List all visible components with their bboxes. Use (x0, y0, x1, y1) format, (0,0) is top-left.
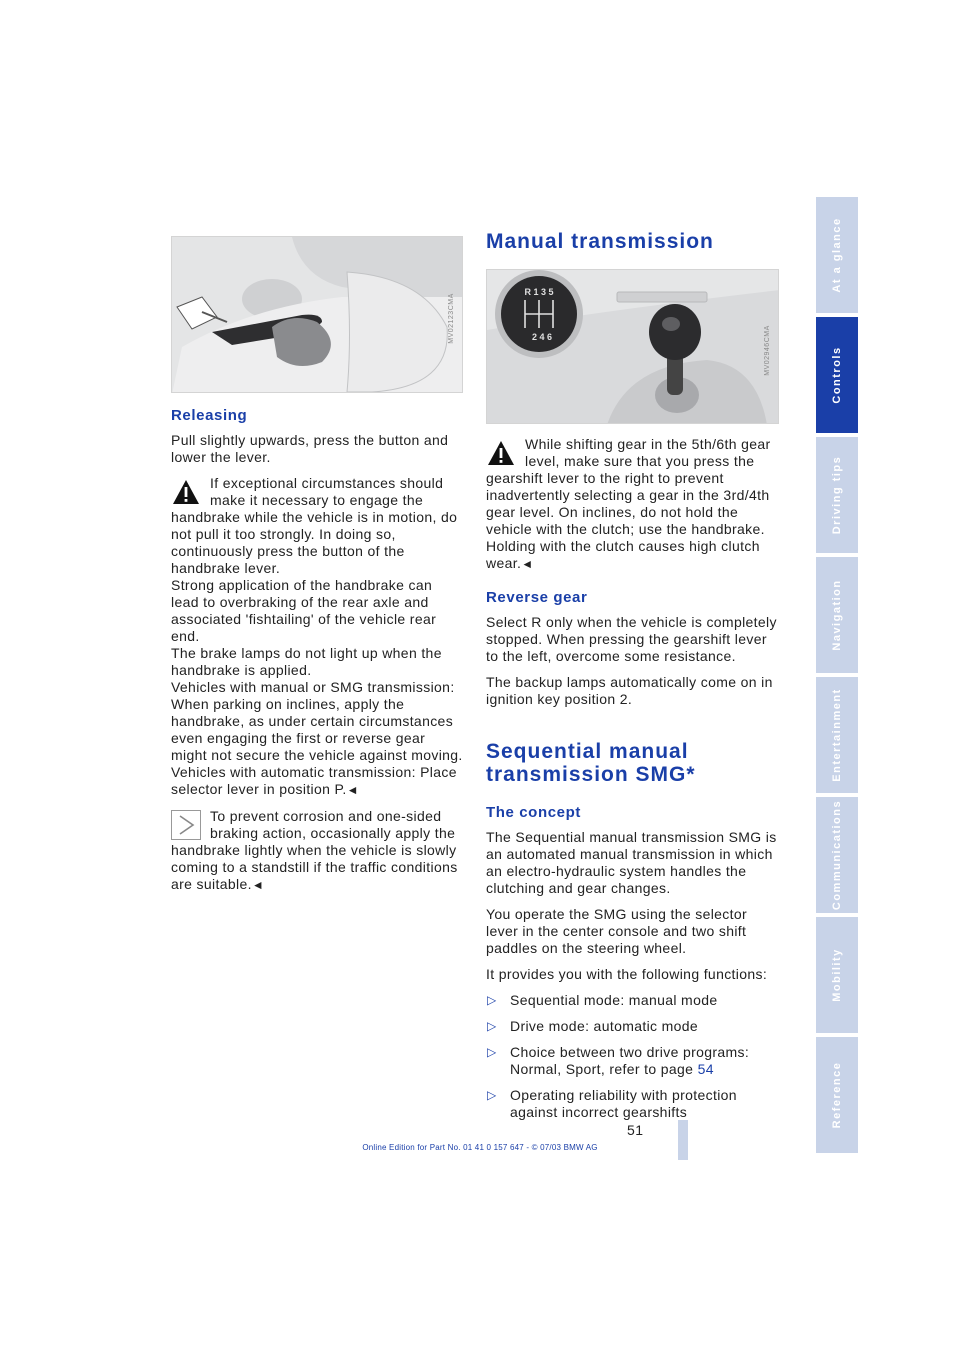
page-reference-link[interactable]: 54 (697, 1061, 714, 1077)
tab-communications[interactable]: Communications (816, 797, 858, 915)
functions-list (486, 992, 779, 1121)
bullet-arrow-icon: ▷ (487, 993, 497, 1007)
manual-transmission-title: Manual transmission (486, 230, 714, 253)
bullet-arrow-icon: ▷ (487, 1045, 497, 1059)
section-tabs (816, 197, 858, 1160)
right-column (486, 230, 779, 1130)
note-text: To prevent corrosion and one-sided braking action, occasionally apply the handbrake lightly when the vehicle is slowly coming to a standstill if the traffic conditions are suitable.◄ (171, 808, 458, 892)
warning-notice (171, 475, 463, 577)
shift-pattern-top: R 1 3 5 (524, 287, 554, 297)
warning-triangle-icon (486, 438, 516, 468)
end-mark: ◄ (346, 783, 359, 797)
tab-at-a-glance[interactable]: At a glance (816, 197, 858, 315)
left-column (171, 236, 463, 903)
strong-application-text: Strong application of the handbrake can lead to overbraking of the rear axle and associated 'fishtailing' of the vehicle rear end. (171, 577, 437, 644)
shift-pattern-bottom: 2 4 6 (531, 332, 553, 342)
tab-entertainment[interactable]: Entertainment (816, 677, 858, 795)
end-mark: ◄ (251, 878, 265, 892)
releasing-text: Pull slightly upwards, press the button and lower the lever. (171, 432, 449, 465)
tab-controls[interactable]: Controls (816, 317, 858, 435)
handbrake-illustration (172, 237, 463, 393)
smg-title: Sequential manual transmission SMG* (486, 740, 696, 786)
brake-lamps-text: The brake lamps do not light up when the handbrake is applied. (171, 645, 442, 678)
list-item: ▷ Choice between two drive programs: Normal, Sport, refer to page 54 (487, 1044, 750, 1077)
reverse-gear-heading: Reverse gear (486, 589, 588, 606)
reverse-text-1: Select R only when the vehicle is completely stopped. When pressing the gearshift lever to the left, overcome some resistance. (486, 614, 777, 664)
concept-text-2: You operate the SMG using the selector lever in the center console and two shift paddles on the steering wheel. (486, 906, 748, 956)
gearshift-illustration (487, 270, 779, 424)
tab-reference[interactable]: Reference (816, 1037, 858, 1155)
figure-code: MV02946CMA (764, 324, 772, 376)
warning-text: While shifting gear in the 5th/6th gear level, make sure that you press the gearshift lever to the right to prevent inadvertently selecting a gear in the 3rd/4th gear level. On inclines, do not hold the vehicle with the clutch; use the handbrake. Holding with the clutch causes high clutch wear.◄ (486, 436, 771, 571)
page-marker-bar (678, 1120, 688, 1160)
handbrake-figure (171, 236, 463, 393)
list-item: ▷ Drive mode: automatic mode (487, 1018, 699, 1034)
tab-mobility[interactable]: Mobility (816, 917, 858, 1035)
gearshift-figure (486, 269, 779, 424)
manual-smg-text: Vehicles with manual or SMG transmission: When parking on inclines, apply the handbrake, as under certain circumstances even engaging the first or reverse gear might not secure the vehicle against moving. (171, 679, 463, 763)
bullet-arrow-icon: ▷ (487, 1019, 497, 1033)
note-notice (171, 808, 463, 894)
concept-text-1: The Sequential manual transmission SMG is an automated manual transmission in which an electro-hydraulic system handles the clutching and gear changes. (486, 829, 777, 896)
note-arrow-icon (171, 810, 201, 840)
reverse-text-2: The backup lamps automatically come on in ignition key position 2. (486, 674, 773, 707)
figure-code: MV02123CMA (448, 292, 456, 344)
warning-notice (486, 436, 779, 573)
warning-text: If exceptional circumstances should make it necessary to engage the handbrake while the vehicle is in motion, do not pull it too strongly. In doing so, continuously press the button of the handbrake lever. (171, 475, 458, 576)
tab-navigation[interactable]: Navigation (816, 557, 858, 675)
list-item: ▷ Sequential mode: manual mode (487, 992, 718, 1008)
end-mark: ◄ (521, 557, 534, 571)
concept-heading: The concept (486, 804, 581, 821)
page-number: 51 (627, 1122, 644, 1138)
concept-text-3: It provides you with the following functions: (486, 966, 768, 982)
bullet-arrow-icon: ▷ (487, 1088, 497, 1102)
warning-triangle-icon (171, 477, 201, 507)
releasing-heading: Releasing (171, 407, 248, 424)
tab-driving-tips[interactable]: Driving tips (816, 437, 858, 555)
automatic-text: Vehicles with automatic transmission: Place selector lever in position P.◄ (171, 764, 457, 797)
footer-text: Online Edition for Part No. 01 41 0 157 647 - © 07/03 BMW AG (362, 1143, 598, 1152)
list-item: ▷ Operating reliability with protection against incorrect gearshifts (487, 1087, 737, 1120)
